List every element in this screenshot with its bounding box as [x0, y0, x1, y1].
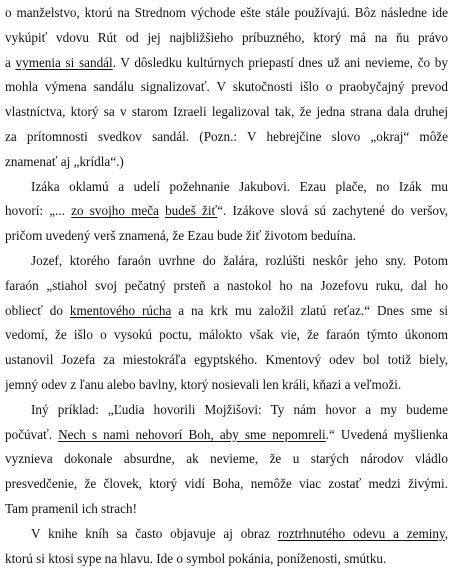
- text-line-18: [5, 423, 448, 448]
- text-line-23: [5, 547, 448, 571]
- text-run: presvedčenie, že človek, ktorý vidí Boha, nemôže viac zostať medzi živými.: [5, 476, 448, 492]
- text-run: a: [5, 54, 16, 70]
- text-line-11: [5, 249, 448, 274]
- text-run: o manželstvo, ktorú na Strednom východe ešte stále používajú. Bôz následne ide: [5, 5, 448, 20]
- text-line-15: [5, 348, 448, 373]
- text-line-19: [5, 447, 448, 472]
- text-line-20: [5, 472, 448, 497]
- text-line-16: [5, 373, 448, 398]
- text-run: oblieсť do: [5, 302, 70, 318]
- text-run: vyznieva dokonale absurdne, ak nevieme, že u starých národov vládlo: [5, 451, 448, 467]
- text-line-10: [5, 224, 448, 249]
- text-line-2: [5, 26, 448, 51]
- text-run: jemný odev z ľanu alebo bavlny, ktorý nosievali len králi, kňazi a veľmoži.: [5, 376, 402, 392]
- text-line-12: [5, 274, 448, 299]
- text-line-9: [5, 199, 448, 224]
- text-run: Izáka oklamú a udelí požehnanie Jakubovi. Ezau plače, no Izák mu: [31, 178, 448, 194]
- text-line-5: [5, 100, 448, 125]
- text-line-4: [5, 75, 448, 100]
- document-page: [5, 1, 448, 571]
- text-line-13: [5, 299, 448, 324]
- text-run: ,: [444, 525, 448, 541]
- text-line-6: [5, 125, 448, 150]
- text-run: .“ Uvedená myšlienka: [325, 426, 448, 442]
- text-run: ustanovil Jozefa za miestokráľa egyptského. Kmentový odev bol totiž biely,: [5, 352, 448, 368]
- text-run: znamenať aj „krídla“.): [5, 153, 124, 169]
- underlined-phrase: roztrhnutého odevu a zeminy: [277, 525, 445, 541]
- text-line-17: [5, 398, 448, 423]
- text-run: ktorú si ktosi sype na hlavu. Ide o symbol pokánia, poníženosti, smútku.: [5, 550, 387, 566]
- text-run: faraón „stiahol svoj pečatný prsteň a nastokol ho na Jozefovu ruku, dal ho: [5, 277, 448, 293]
- text-run: hovorí: „...: [5, 203, 72, 219]
- underlined-phrase: vymenia si sandál: [15, 54, 113, 70]
- text-run: pričom uvedený verš znamená, že Ezau bude žiť životom beduína.: [5, 228, 356, 244]
- text-line-22: [5, 522, 448, 547]
- text-line-14: [5, 323, 448, 348]
- text-run: vykúpiť vdovu Rút od jej najbližšieho príbuzného, ktorý má na ňu právo: [5, 29, 448, 45]
- underlined-phrase: zo svojho meča: [71, 203, 159, 219]
- text-run: vedomí, že išlo o vysokú poctu, málokto však vie, že faraón týmto úkonom: [5, 327, 448, 343]
- text-run: Tam pramenil ich strach!: [5, 500, 137, 516]
- underlined-phrase: Nech s nami nehovorí Boh, aby sme nepomreli: [58, 426, 326, 442]
- text-line-1: [5, 1, 448, 26]
- text-run: počúvať.: [5, 426, 59, 442]
- text-run: . V dôsledku kultúrnych priepastí dnes už ani nevieme, čo by: [112, 54, 448, 70]
- text-run: a na krk mu založil zlatú reťaz.“ Dnes sme si: [171, 302, 448, 318]
- underlined-phrase: budeš žiť: [165, 203, 218, 219]
- underlined-phrase: kmentového rúcha: [69, 302, 172, 318]
- text-line-3: [5, 51, 448, 76]
- text-run: za prítomnosti svedkov sandál. (Pozn.: V hebrejčine slovo „okraj“ môže: [5, 128, 448, 144]
- text-line-8: [5, 175, 448, 200]
- text-run: Iný príklad: „Ľudia hovorili Mojžišovi: Ty nám hovor a my budeme: [31, 401, 448, 417]
- text-run: mohla výmena sandálu signalizovať. V skutočnosti išlo o praobyčajný prevod: [5, 79, 448, 95]
- text-line-21: [5, 497, 448, 522]
- text-line-7: [5, 150, 448, 175]
- text-run: Jozef, ktorého faraón uvrhne do žalára, rozlúšti neskôr jeho sny. Potom: [31, 252, 448, 268]
- text-run: “. Izákove slová sú zachytené do veršov,: [217, 203, 448, 219]
- text-run: vlastníctva, ktorý sa v starom Izraeli legalizoval tak, že jedna strana dala druhej: [5, 104, 448, 120]
- text-run: V knihe kníh sa často objavuje aj obraz: [31, 525, 278, 541]
